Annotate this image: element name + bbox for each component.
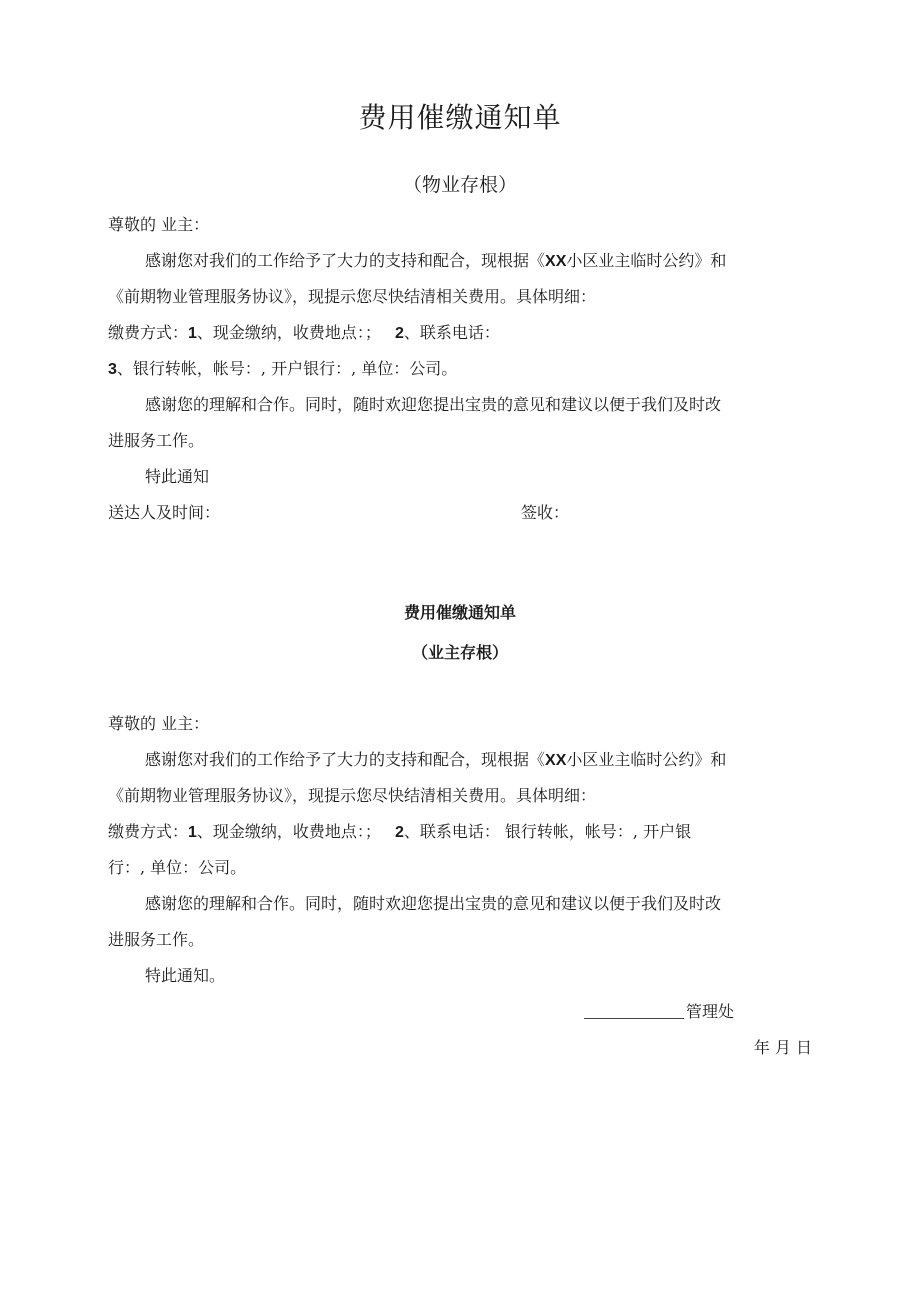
- title-property-stub: 费用催缴通知单: [358, 101, 562, 134]
- intro-text: 感谢您对我们的工作给予了大力的支持和配合，现根据《: [145, 750, 546, 769]
- cash-payment-text: 、现金缴纳，收费地点：；: [196, 323, 381, 342]
- date-line: 年 月 日: [753, 1038, 812, 1057]
- title-owner-stub: 费用催缴通知单: [403, 603, 516, 622]
- payment-methods-cont: 行：, 单位：公司。: [108, 858, 247, 877]
- notice-closing: 特此通知: [145, 467, 210, 486]
- office-name-blank: [584, 1018, 684, 1019]
- item-number: 3: [108, 361, 117, 378]
- thanks-line-2: 进服务工作。: [108, 431, 205, 450]
- receipt-signature: 签收：: [521, 503, 570, 522]
- salutation: 尊敬的 业主：: [108, 215, 210, 234]
- salutation: 尊敬的 业主：: [108, 714, 210, 733]
- intro-line-2: 《前期物业管理服务协议》，现提示您尽快结清相关费用。具体明细：: [108, 287, 597, 306]
- item-number: 1: [188, 325, 197, 342]
- thanks-line-2: 进服务工作。: [108, 930, 205, 949]
- payment-methods: [108, 323, 818, 344]
- cash-payment-text: 、现金缴纳，收费地点：；: [196, 822, 381, 841]
- notice-closing: 特此通知。: [145, 966, 226, 985]
- payment-label: 缴费方式：: [108, 323, 189, 342]
- community-name-placeholder: XX: [545, 752, 567, 769]
- intro-text-tail: 小区业主临时公约》和: [566, 750, 727, 769]
- thanks-line-1: 感谢您的理解和合作。同时，随时欢迎您提出宝贵的意见和建议以便于我们及时改: [145, 395, 722, 414]
- thanks-line-1: 感谢您的理解和合作。同时，随时欢迎您提出宝贵的意见和建议以便于我们及时改: [145, 894, 722, 913]
- item-number: 2: [394, 325, 404, 342]
- delivery-person-time: 送达人及时间：: [108, 503, 221, 522]
- intro-line-1: [145, 750, 825, 771]
- intro-text-tail: 小区业主临时公约》和: [566, 251, 727, 270]
- bank-transfer-text: 、银行转帐，帐号：, 开户银行：, 单位：公司。: [116, 359, 458, 378]
- payment-label: 缴费方式：: [108, 822, 189, 841]
- community-name-placeholder: XX: [545, 253, 567, 270]
- contact-and-bank-text: 、联系电话： 银行转帐，帐号：, 开户银: [403, 822, 692, 841]
- subtitle-owner-stub: （业主存根）: [411, 643, 508, 662]
- bank-transfer: [108, 359, 818, 380]
- item-number: 2: [394, 824, 404, 841]
- contact-phone-text: 、联系电话：: [403, 323, 500, 342]
- intro-line-2: 《前期物业管理服务协议》，现提示您尽快结清相关费用。具体明细：: [108, 786, 597, 805]
- intro-line-1: [145, 251, 825, 272]
- intro-text: 感谢您对我们的工作给予了大力的支持和配合，现根据《: [145, 251, 546, 270]
- management-office: 管理处: [686, 1002, 735, 1021]
- payment-methods: [108, 822, 818, 843]
- subtitle-property-stub: （物业存根）: [402, 174, 517, 196]
- item-number: 1: [188, 824, 197, 841]
